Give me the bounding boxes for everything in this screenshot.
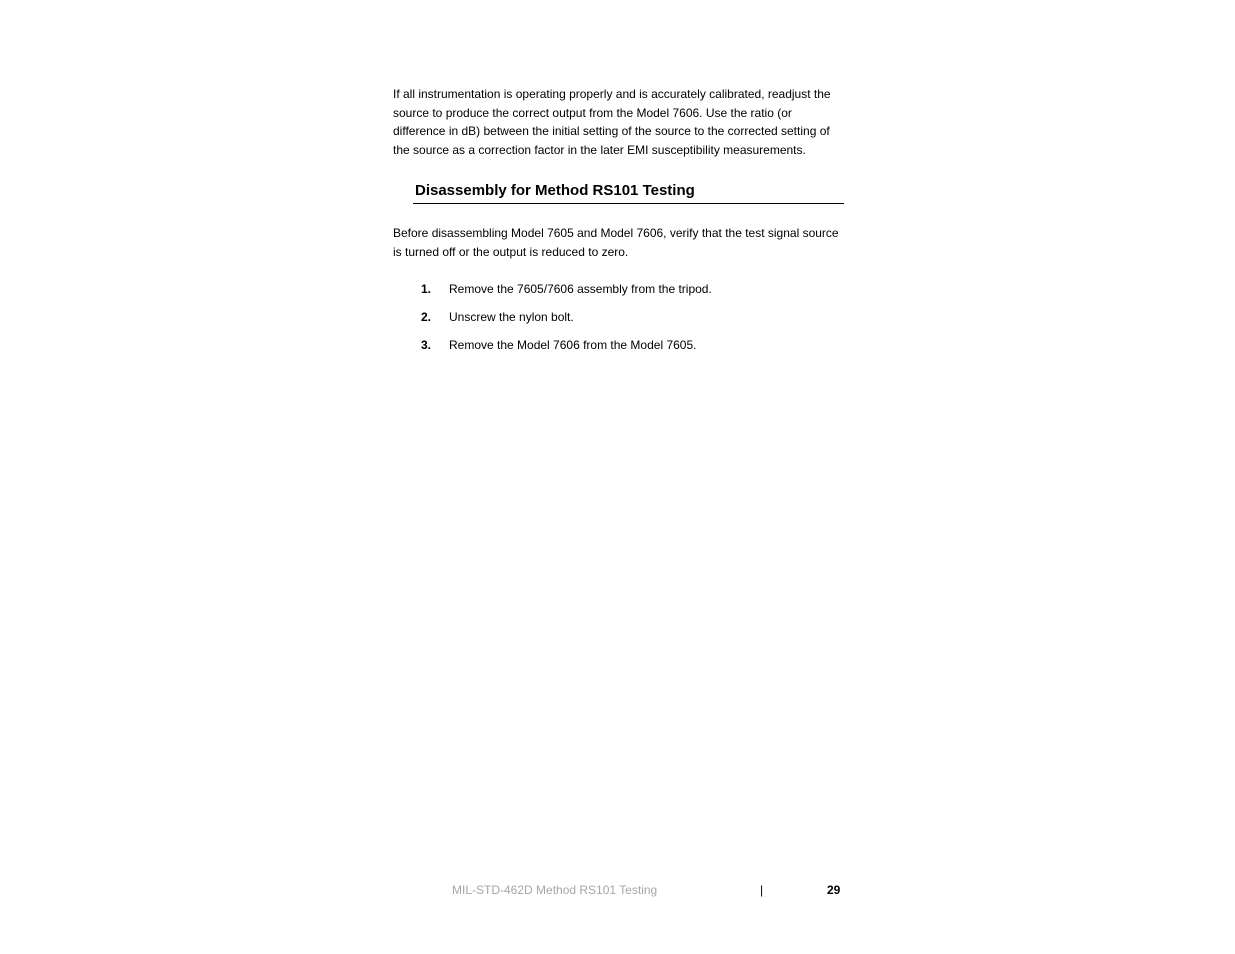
step-number: 1.	[421, 282, 432, 296]
step-item	[421, 280, 841, 308]
footer-title: MIL-STD-462D Method RS101 Testing	[452, 883, 658, 897]
step-number: 3.	[421, 338, 432, 352]
step-item	[421, 336, 841, 364]
step-text: Remove the Model 7606 from the Model 7605.	[449, 338, 697, 352]
section-paragraph: Before disassembling Model 7605 and Model 7606, verify that the test signal source is turned off or the output is reduced to zero.	[393, 226, 839, 259]
step-text: Unscrew the nylon bolt.	[449, 310, 574, 324]
step-number: 2.	[421, 310, 432, 324]
footer-separator: |	[760, 883, 764, 897]
page-number: 29	[827, 883, 841, 897]
step-item	[421, 308, 841, 336]
steps-list	[421, 280, 841, 364]
intro-paragraph: If all instrumentation is operating properly and is accurately calibrated, readjust the source to produce the correct output from the Model 7606. Use the ratio (or difference in dB) between the initial setting of the source to the corrected setting of the source as a correction factor in the later EMI susceptibility measurements.	[393, 87, 831, 158]
step-text: Remove the 7605/7606 assembly from the tripod.	[449, 282, 712, 296]
section-heading: Disassembly for Method RS101 Testing	[413, 181, 844, 204]
